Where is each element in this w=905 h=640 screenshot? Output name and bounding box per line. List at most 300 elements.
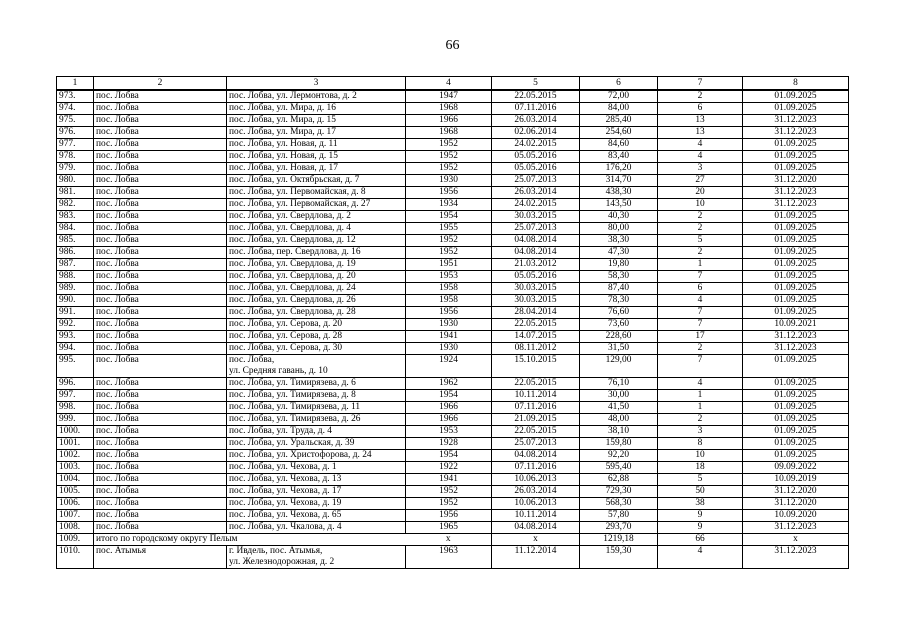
count-cell: 4 <box>658 151 743 163</box>
locality-cell: пос. Лобва <box>94 211 227 223</box>
registry-table <box>56 76 849 569</box>
area-cell: 159,80 <box>580 438 658 450</box>
count-cell: 3 <box>658 426 743 438</box>
area-cell: 285,40 <box>580 115 658 127</box>
table-row <box>57 498 849 510</box>
column-header: 7 <box>658 77 743 91</box>
area-cell: 41,50 <box>580 402 658 414</box>
table-row <box>57 115 849 127</box>
row-number: 990. <box>57 295 94 307</box>
count-cell: 7 <box>658 271 743 283</box>
deadline-cell: 01.09.2025 <box>743 402 849 414</box>
deadline-cell: 01.09.2025 <box>743 163 849 175</box>
address-line: пос. Лобва, ул. Чехова, д. 19 <box>229 498 342 508</box>
area-cell: 254,60 <box>580 127 658 139</box>
year-cell: 1958 <box>406 295 492 307</box>
date-cell: 22.05.2015 <box>492 319 580 331</box>
address-line: пос. Лобва, ул. Труда, д. 4 <box>229 426 332 436</box>
total-row <box>57 534 849 546</box>
count-cell: 4 <box>658 378 743 390</box>
date-cell: 10.06.2013 <box>492 498 580 510</box>
address-line: пос. Лобва, ул. Чехова, д. 13 <box>229 474 342 484</box>
date-cell: 07.11.2016 <box>492 402 580 414</box>
row-number: 1010. <box>57 546 94 569</box>
area-cell: 729,30 <box>580 486 658 498</box>
year-cell: 1952 <box>406 498 492 510</box>
area-cell: 47,30 <box>580 247 658 259</box>
locality-cell: пос. Лобва <box>94 414 227 426</box>
year-cell: 1941 <box>406 474 492 486</box>
date-cell: 25.07.2013 <box>492 175 580 187</box>
date-cell: 11.12.2014 <box>492 546 580 569</box>
deadline-cell: 01.09.2025 <box>743 438 849 450</box>
address-line: пос. Лобва, ул. Тимирязева, д. 26 <box>229 414 361 424</box>
deadline-cell: 31.12.2023 <box>743 343 849 355</box>
date-cell: 26.03.2014 <box>492 115 580 127</box>
year-cell: 1952 <box>406 486 492 498</box>
address-cell <box>227 498 406 510</box>
count-cell: 17 <box>658 331 743 343</box>
year-cell: 1954 <box>406 211 492 223</box>
address-line: ул. Средняя гавань, д. 10 <box>229 366 328 376</box>
address-line: пос. Лобва, ул. Первомайская, д. 27 <box>229 199 371 209</box>
address-cell <box>227 127 406 139</box>
date-cell: 28.04.2014 <box>492 307 580 319</box>
area-cell: 38,30 <box>580 235 658 247</box>
date-cell: 10.06.2013 <box>492 474 580 486</box>
table-row <box>57 378 849 390</box>
deadline-cell: 01.09.2025 <box>743 90 849 103</box>
address-cell <box>227 450 406 462</box>
table-row <box>57 283 849 295</box>
count-cell: 4 <box>658 546 743 569</box>
area-cell: 595,40 <box>580 462 658 474</box>
row-number: 994. <box>57 343 94 355</box>
count-cell: 1 <box>658 402 743 414</box>
row-number: 977. <box>57 139 94 151</box>
date-cell: 04.08.2014 <box>492 522 580 534</box>
locality-cell: пос. Лобва <box>94 139 227 151</box>
table-row <box>57 331 849 343</box>
address-cell <box>227 426 406 438</box>
locality-cell: пос. Лобва <box>94 498 227 510</box>
locality-cell: пос. Лобва <box>94 474 227 486</box>
date-cell: 05.05.2016 <box>492 163 580 175</box>
row-number: 995. <box>57 355 94 378</box>
date-cell: 24.02.2015 <box>492 199 580 211</box>
date-cell: 25.07.2013 <box>492 438 580 450</box>
count-cell: 6 <box>658 103 743 115</box>
address-cell <box>227 402 406 414</box>
deadline-cell: 31.12.2023 <box>743 522 849 534</box>
row-number: 1002. <box>57 450 94 462</box>
date-cell: 05.05.2016 <box>492 151 580 163</box>
area-cell: 568,30 <box>580 498 658 510</box>
address-line: пос. Лобва, ул. Свердлова, д. 26 <box>229 295 356 305</box>
area-cell: 92,20 <box>580 450 658 462</box>
area-cell: 62,88 <box>580 474 658 486</box>
table-row <box>57 402 849 414</box>
address-cell <box>227 319 406 331</box>
row-number: 998. <box>57 402 94 414</box>
locality-cell: пос. Лобва <box>94 486 227 498</box>
locality-cell: пос. Атымья <box>94 546 227 569</box>
table-row <box>57 438 849 450</box>
row-number: 986. <box>57 247 94 259</box>
count-cell: 18 <box>658 462 743 474</box>
column-header: 5 <box>492 77 580 91</box>
row-number: 1005. <box>57 486 94 498</box>
table-row <box>57 414 849 426</box>
count-cell: 2 <box>658 211 743 223</box>
locality-cell: пос. Лобва <box>94 295 227 307</box>
table-row <box>57 486 849 498</box>
table-row <box>57 319 849 331</box>
address-line: пос. Лобва, ул. Чкалова, д. 4 <box>229 522 342 532</box>
address-line: пос. Лобва, ул. Свердлова, д. 28 <box>229 307 356 317</box>
deadline-cell: 31.12.2023 <box>743 127 849 139</box>
address-cell <box>227 103 406 115</box>
address-cell <box>227 187 406 199</box>
address-line: пос. Лобва, ул. Свердлова, д. 12 <box>229 235 356 245</box>
locality-cell: пос. Лобва <box>94 223 227 235</box>
year-cell: 1952 <box>406 151 492 163</box>
count-cell: 4 <box>658 295 743 307</box>
count-cell: 1 <box>658 390 743 402</box>
year-cell: 1952 <box>406 163 492 175</box>
address-cell <box>227 175 406 187</box>
address-cell <box>227 271 406 283</box>
count-cell: 10 <box>658 199 743 211</box>
table-row <box>57 343 849 355</box>
table-row <box>57 175 849 187</box>
address-cell <box>227 199 406 211</box>
year-cell: 1934 <box>406 199 492 211</box>
year-cell: 1930 <box>406 175 492 187</box>
year-cell: 1952 <box>406 247 492 259</box>
address-line: пос. Лобва, ул. Свердлова, д. 4 <box>229 223 351 233</box>
year-cell: 1965 <box>406 522 492 534</box>
area-cell: 84,60 <box>580 139 658 151</box>
row-number: 976. <box>57 127 94 139</box>
deadline-cell: 01.09.2025 <box>743 307 849 319</box>
deadline-cell: 01.09.2025 <box>743 223 849 235</box>
locality-cell: пос. Лобва <box>94 438 227 450</box>
locality-cell: пос. Лобва <box>94 271 227 283</box>
locality-cell: пос. Лобва <box>94 378 227 390</box>
count-cell: 7 <box>658 355 743 378</box>
locality-cell: пос. Лобва <box>94 319 227 331</box>
locality-cell: пос. Лобва <box>94 199 227 211</box>
locality-cell: пос. Лобва <box>94 522 227 534</box>
year-cell: 1968 <box>406 127 492 139</box>
deadline-cell: 01.09.2025 <box>743 103 849 115</box>
locality-cell: пос. Лобва <box>94 462 227 474</box>
area-cell: 76,60 <box>580 307 658 319</box>
area-cell: 314,70 <box>580 175 658 187</box>
address-cell <box>227 522 406 534</box>
address-line: пос. Лобва, ул. Мира, д. 16 <box>229 103 336 113</box>
table-row <box>57 235 849 247</box>
count-cell: 2 <box>658 247 743 259</box>
address-cell <box>227 343 406 355</box>
deadline-cell: 01.09.2025 <box>743 211 849 223</box>
area-cell: 72,00 <box>580 90 658 103</box>
address-line: ул. Железнодорожная, д. 2 <box>229 557 335 567</box>
table-row <box>57 151 849 163</box>
table-row <box>57 211 849 223</box>
locality-cell: пос. Лобва <box>94 283 227 295</box>
address-cell <box>227 546 406 569</box>
deadline-cell: 01.09.2025 <box>743 450 849 462</box>
area-cell: 31,50 <box>580 343 658 355</box>
count-cell: 66 <box>658 534 743 546</box>
address-line: пос. Лобва, ул. Октябрьская, д. 7 <box>229 175 360 185</box>
address-line: пос. Лобва, ул. Серова, д. 28 <box>229 331 343 341</box>
area-cell: 438,30 <box>580 187 658 199</box>
count-cell: 13 <box>658 127 743 139</box>
page-number: 66 <box>445 38 460 53</box>
address-line: пос. Лобва, ул. Новая, д. 17 <box>229 163 338 173</box>
count-cell: 9 <box>658 522 743 534</box>
date-cell: 10.11.2014 <box>492 510 580 522</box>
area-cell: 76,10 <box>580 378 658 390</box>
row-number: 988. <box>57 271 94 283</box>
row-number: 997. <box>57 390 94 402</box>
row-number: 973. <box>57 90 94 103</box>
row-number: 993. <box>57 331 94 343</box>
year-cell: 1947 <box>406 90 492 103</box>
row-number: 978. <box>57 151 94 163</box>
address-line: пос. Лобва, ул. Тимирязева, д. 11 <box>229 402 361 412</box>
table-row <box>57 103 849 115</box>
address-cell <box>227 163 406 175</box>
address-line: пос. Лобва, ул. Мира, д. 17 <box>229 127 336 137</box>
year-cell: 1941 <box>406 331 492 343</box>
locality-cell: пос. Лобва <box>94 115 227 127</box>
count-cell: 2 <box>658 223 743 235</box>
table-row <box>57 259 849 271</box>
year-cell: 1956 <box>406 307 492 319</box>
year-cell: 1952 <box>406 235 492 247</box>
area-cell: 30,00 <box>580 390 658 402</box>
date-cell: 22.05.2015 <box>492 378 580 390</box>
count-cell: 27 <box>658 175 743 187</box>
row-number: 996. <box>57 378 94 390</box>
count-cell: 9 <box>658 510 743 522</box>
table-row <box>57 163 849 175</box>
count-cell: 20 <box>658 187 743 199</box>
area-cell: 48,00 <box>580 414 658 426</box>
deadline-cell: 10.09.2019 <box>743 474 849 486</box>
date-cell: 05.05.2016 <box>492 271 580 283</box>
date-cell: 14.07.2015 <box>492 331 580 343</box>
address-line: г. Ивдель, пос. Атымья, <box>229 546 323 556</box>
count-cell: 2 <box>658 343 743 355</box>
area-cell: 228,60 <box>580 331 658 343</box>
locality-cell: пос. Лобва <box>94 390 227 402</box>
address-cell <box>227 438 406 450</box>
deadline-cell: 31.12.2023 <box>743 546 849 569</box>
locality-cell: пос. Лобва <box>94 163 227 175</box>
deadline-cell: 01.09.2025 <box>743 355 849 378</box>
locality-cell: пос. Лобва <box>94 307 227 319</box>
address-line: пос. Лобва, ул. Чехова, д. 17 <box>229 486 342 496</box>
locality-cell: пос. Лобва <box>94 187 227 199</box>
area-cell: 1219,18 <box>580 534 658 546</box>
row-number: 980. <box>57 175 94 187</box>
address-line: пос. Лобва, ул. Свердлова, д. 24 <box>229 283 356 293</box>
date-cell: 10.11.2014 <box>492 390 580 402</box>
table-row <box>57 307 849 319</box>
total-label: итого по городскому округу Пелым <box>94 534 406 546</box>
address-cell <box>227 414 406 426</box>
count-cell: 7 <box>658 307 743 319</box>
area-cell: 78,30 <box>580 295 658 307</box>
address-line: пос. Лобва, ул. Лермонтова, д. 2 <box>229 91 357 101</box>
locality-cell: пос. Лобва <box>94 450 227 462</box>
locality-cell: пос. Лобва <box>94 103 227 115</box>
date-cell: 30.03.2015 <box>492 211 580 223</box>
count-cell: 7 <box>658 319 743 331</box>
address-cell <box>227 235 406 247</box>
address-cell <box>227 462 406 474</box>
table-row <box>57 522 849 534</box>
date-cell: 07.11.2016 <box>492 103 580 115</box>
address-line: пос. Лобва, ул. Серова, д. 30 <box>229 343 343 353</box>
date-cell: 04.08.2014 <box>492 450 580 462</box>
year-cell: 1963 <box>406 546 492 569</box>
area-cell: 129,00 <box>580 355 658 378</box>
address-cell <box>227 307 406 319</box>
row-number: 1006. <box>57 498 94 510</box>
row-number: 974. <box>57 103 94 115</box>
row-number: 981. <box>57 187 94 199</box>
address-cell <box>227 510 406 522</box>
address-line: пос. Лобва, ул. Серова, д. 20 <box>229 319 343 329</box>
area-cell: 84,00 <box>580 103 658 115</box>
deadline-cell: 31.12.2023 <box>743 187 849 199</box>
locality-cell: пос. Лобва <box>94 127 227 139</box>
year-cell: 1966 <box>406 402 492 414</box>
deadline-cell: 31.12.2023 <box>743 331 849 343</box>
address-cell <box>227 378 406 390</box>
address-line: пос. Лобва, ул. Мира, д. 15 <box>229 115 336 125</box>
table-body <box>57 90 849 569</box>
address-cell <box>227 247 406 259</box>
table-row <box>57 510 849 522</box>
date-cell: 15.10.2015 <box>492 355 580 378</box>
address-cell <box>227 390 406 402</box>
year-cell: x <box>406 534 492 546</box>
address-line: пос. Лобва, ул. Чехова, д. 65 <box>229 510 342 520</box>
address-line: пос. Лобва, ул. Чехова, д. 1 <box>229 462 337 472</box>
address-cell <box>227 331 406 343</box>
deadline-cell: 01.09.2025 <box>743 247 849 259</box>
date-cell: 24.02.2015 <box>492 139 580 151</box>
year-cell: 1968 <box>406 103 492 115</box>
row-number: 979. <box>57 163 94 175</box>
count-cell: 13 <box>658 115 743 127</box>
locality-cell: пос. Лобва <box>94 426 227 438</box>
deadline-cell: 01.09.2025 <box>743 139 849 151</box>
year-cell: 1924 <box>406 355 492 378</box>
address-line: пос. Лобва, ул. Уральская, д. 39 <box>229 438 355 448</box>
count-cell: 5 <box>658 235 743 247</box>
row-number: 999. <box>57 414 94 426</box>
locality-cell: пос. Лобва <box>94 343 227 355</box>
header-row <box>57 77 849 91</box>
address-cell <box>227 474 406 486</box>
area-cell: 57,80 <box>580 510 658 522</box>
count-cell: 6 <box>658 283 743 295</box>
table-row <box>57 247 849 259</box>
address-cell <box>227 223 406 235</box>
deadline-cell: 31.12.2023 <box>743 115 849 127</box>
row-number: 982. <box>57 199 94 211</box>
date-cell: 08.11.2012 <box>492 343 580 355</box>
locality-cell: пос. Лобва <box>94 402 227 414</box>
column-header: 2 <box>94 77 227 91</box>
count-cell: 38 <box>658 498 743 510</box>
deadline-cell: 01.09.2025 <box>743 271 849 283</box>
table-row <box>57 187 849 199</box>
area-cell: 80,00 <box>580 223 658 235</box>
area-cell: 159,30 <box>580 546 658 569</box>
date-cell: 25.07.2013 <box>492 223 580 235</box>
address-line: пос. Лобва, <box>229 355 275 365</box>
area-cell: 58,30 <box>580 271 658 283</box>
date-cell: 02.06.2014 <box>492 127 580 139</box>
area-cell: 38,10 <box>580 426 658 438</box>
date-cell: 22.05.2015 <box>492 426 580 438</box>
date-cell: 26.03.2014 <box>492 187 580 199</box>
address-line: пос. Лобва, ул. Свердлова, д. 20 <box>229 271 356 281</box>
year-cell: 1953 <box>406 426 492 438</box>
deadline-cell: 10.09.2020 <box>743 510 849 522</box>
year-cell: 1928 <box>406 438 492 450</box>
year-cell: 1930 <box>406 319 492 331</box>
deadline-cell: 01.09.2025 <box>743 151 849 163</box>
address-line: пос. Лобва, ул. Христофорова, д. 24 <box>229 450 372 460</box>
address-cell <box>227 151 406 163</box>
table-row <box>57 199 849 211</box>
year-cell: 1930 <box>406 343 492 355</box>
table-row <box>57 462 849 474</box>
address-line: пос. Лобва, ул. Свердлова, д. 19 <box>229 259 356 269</box>
year-cell: 1953 <box>406 271 492 283</box>
deadline-cell: 31.12.2023 <box>743 199 849 211</box>
deadline-cell: 01.09.2025 <box>743 378 849 390</box>
table-row <box>57 426 849 438</box>
column-header: 3 <box>227 77 406 91</box>
count-cell: 3 <box>658 163 743 175</box>
address-line: пос. Лобва, ул. Тимирязева, д. 6 <box>229 378 356 388</box>
row-number: 991. <box>57 307 94 319</box>
date-cell: 26.03.2014 <box>492 486 580 498</box>
date-cell: x <box>492 534 580 546</box>
year-cell: 1966 <box>406 115 492 127</box>
year-cell: 1956 <box>406 510 492 522</box>
table-row <box>57 295 849 307</box>
area-cell: 293,70 <box>580 522 658 534</box>
table-row <box>57 355 849 378</box>
count-cell: 10 <box>658 450 743 462</box>
deadline-cell: 31.12.2020 <box>743 175 849 187</box>
locality-cell: пос. Лобва <box>94 90 227 103</box>
locality-cell: пос. Лобва <box>94 175 227 187</box>
locality-cell: пос. Лобва <box>94 235 227 247</box>
